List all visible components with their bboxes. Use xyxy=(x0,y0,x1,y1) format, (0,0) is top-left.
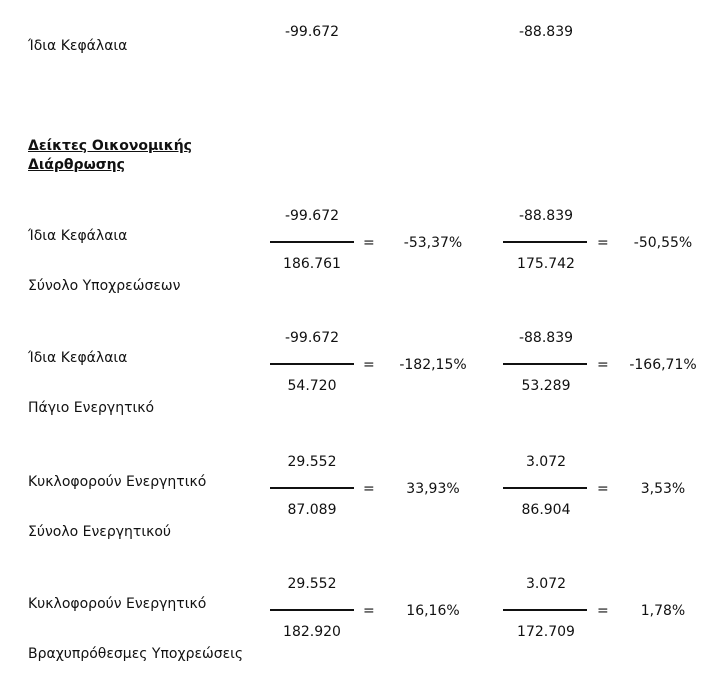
equals-sign: = xyxy=(597,481,609,497)
ratio-result-year1: -53,37% xyxy=(403,235,463,251)
ratio-denominator-year1: 182.920 xyxy=(283,624,341,640)
equals-sign: = xyxy=(363,481,375,497)
equals-sign: = xyxy=(363,603,375,619)
ratio-result-year1: 16,16% xyxy=(406,603,460,619)
ratio-result-year1: 33,93% xyxy=(406,481,460,497)
fraction-line-year1 xyxy=(270,609,354,611)
ratio-numerator-label: Ίδια Κεφάλαια xyxy=(28,350,128,366)
ratio-result-year1: -182,15% xyxy=(399,357,467,373)
ratio-denominator-year1: 186.761 xyxy=(283,256,341,272)
ratio-numerator-label: Κυκλοφορούν Ενεργητικό xyxy=(28,596,207,612)
ratio-numerator-year1: -99.672 xyxy=(284,330,340,346)
fraction-line-year2 xyxy=(503,487,587,489)
equals-sign: = xyxy=(597,357,609,373)
ratio-numerator-label: Ίδια Κεφάλαια xyxy=(28,228,128,244)
ratio-result-year2: -50,55% xyxy=(633,235,693,251)
ratio-denominator-year2: 53.289 xyxy=(521,378,571,394)
ratio-denominator-label: Σύνολο Υποχρεώσεων xyxy=(28,278,181,294)
ratio-denominator-label: Βραχυπρόθεσμες Υποχρεώσεις xyxy=(28,646,244,662)
ratio-denominator-label: Πάγιο Ενεργητικό xyxy=(28,400,155,416)
ratio-denominator-year1: 87.089 xyxy=(287,502,337,518)
ratio-numerator-year2: 3.072 xyxy=(525,454,567,470)
top-value-year1: -99.672 xyxy=(284,24,340,40)
ratio-numerator-year1: 29.552 xyxy=(287,454,337,470)
ratio-denominator-label: Σύνολο Ενεργητικού xyxy=(28,524,171,540)
fraction-line-year2 xyxy=(503,363,587,365)
equals-sign: = xyxy=(363,235,375,251)
ratio-denominator-year2: 172.709 xyxy=(517,624,575,640)
ratio-numerator-year2: 3.072 xyxy=(525,576,567,592)
ratio-numerator-year1: 29.552 xyxy=(287,576,337,592)
section-heading xyxy=(28,137,192,175)
fraction-line-year2 xyxy=(503,609,587,611)
ratio-numerator-year2: -88.839 xyxy=(518,330,574,346)
fraction-line-year2 xyxy=(503,241,587,243)
equals-sign: = xyxy=(363,357,375,373)
ratio-numerator-label: Κυκλοφορούν Ενεργητικό xyxy=(28,474,207,490)
ratio-denominator-year1: 54.720 xyxy=(287,378,337,394)
equals-sign: = xyxy=(597,235,609,251)
fraction-line-year1 xyxy=(270,241,354,243)
fraction-line-year1 xyxy=(270,487,354,489)
top-value-year2: -88.839 xyxy=(518,24,574,40)
section-heading-line2: Διάρθρωσης xyxy=(28,157,125,173)
section-heading-line1: Δείκτες Οικονομικής xyxy=(28,138,192,154)
equals-sign: = xyxy=(597,603,609,619)
fraction-line-year1 xyxy=(270,363,354,365)
ratio-numerator-year2: -88.839 xyxy=(518,208,574,224)
ratio-result-year2: -166,71% xyxy=(629,357,697,373)
ratio-denominator-year2: 175.742 xyxy=(517,256,575,272)
ratio-denominator-year2: 86.904 xyxy=(521,502,571,518)
ratio-result-year2: 3,53% xyxy=(640,481,686,497)
ratio-numerator-year1: -99.672 xyxy=(284,208,340,224)
top-label: Ίδια Κεφάλαια xyxy=(28,38,128,54)
ratio-result-year2: 1,78% xyxy=(640,603,686,619)
